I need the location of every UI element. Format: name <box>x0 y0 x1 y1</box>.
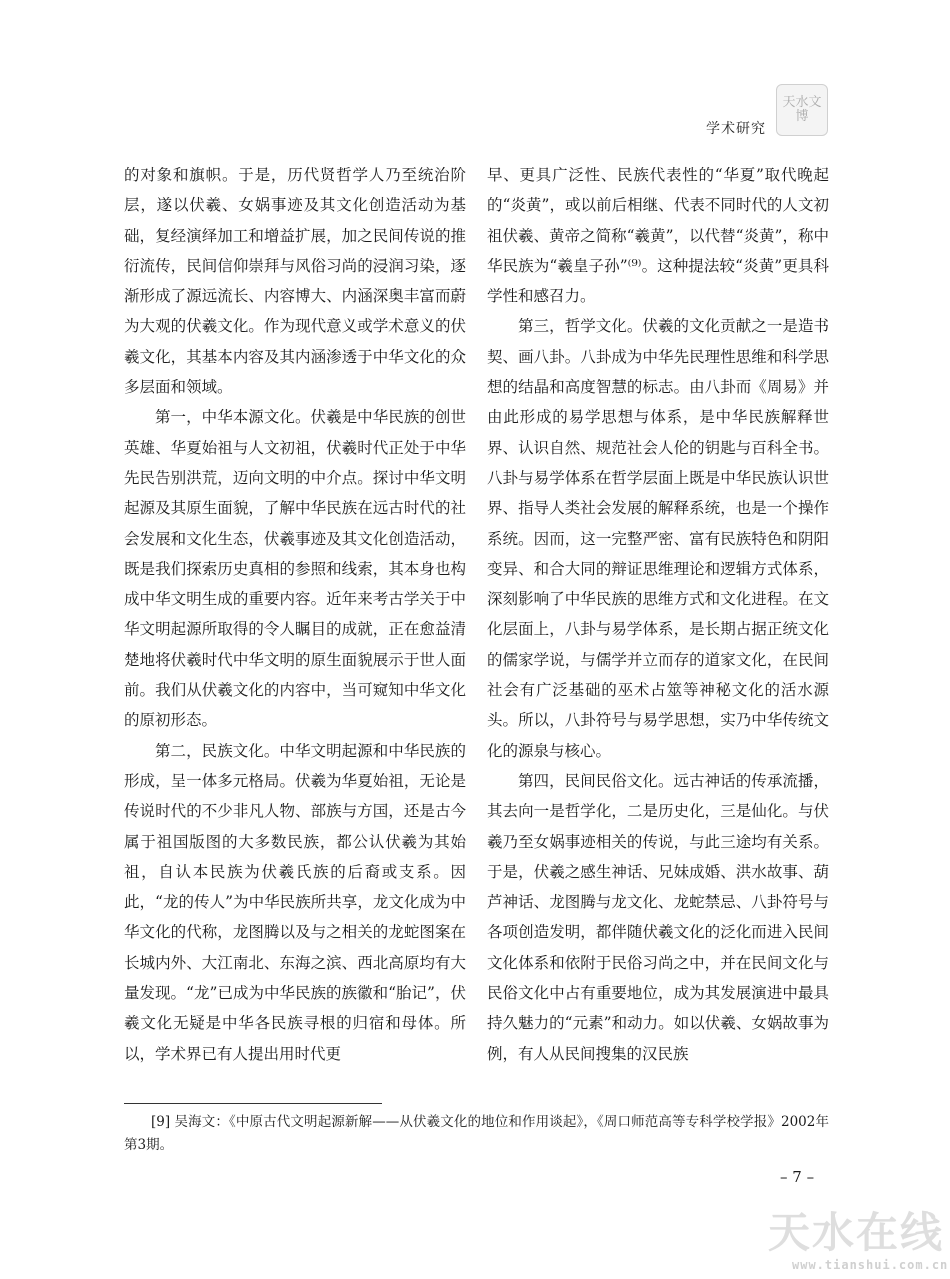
paragraph: 第三，哲学文化。伏羲的文化贡献之一是造书契、画八卦。八卦成为中华先民理性思维和科学思想的结晶和高度智慧的标志。由八卦而《周易》并由此形成的易学思想与体系，是中华民族解释世界、认识自然、规范社会人伦的钥匙与百科全书。八卦与易学体系在哲学层面上既是中华民族认识世界、指导人类社会发展的解释系统，也是一个操作系统。因而，这一完整严密、富有民族特色和阴阳变异、和合大同的辩证思维理论和逻辑方式体系，深刻影响了中华民族的思维方式和文化进程。在文化层面上，八卦与易学体系，是长期占据正统文化的儒家学说，与儒学并立而存的道家文化，在民间社会有广泛基础的巫术占筮等神秘文化的活水源头。所以，八卦符号与易学思想，实乃中华传统文化的源泉与核心。 <box>487 317 829 760</box>
footnote <box>124 1111 829 1157</box>
paragraph: 第四，民间民俗文化。远古神话的传承流播，其去向一是哲学化，二是历史化，三是仙化。与伏羲乃至女娲事迹相关的传说，与此三途均有关系。于是，伏羲之感生神话、兄妹成婚、洪水故事、葫芦神话、龙图腾与龙文化、龙蛇禁忌、八卦符号与各项创造发明，都伴随伏羲文化的泛化而进入民间文化体系和依附于民俗习尚之中，并在民间文化与民俗文化中占有重要地位，成为其发展演进中最具持久魅力的“元素”和动力。如以伏羲、女娲故事为例，有人从民间搜集的汉民族 <box>487 771 829 1063</box>
journal-logo: 天水文博 <box>776 84 828 136</box>
page-number: – 7 – <box>780 1168 815 1186</box>
footnote-divider <box>124 1103 382 1104</box>
footnote-text: [9] 吴海文：《中原古代文明起源新解——从伏羲文化的地位和作用谈起》，《周口师范高等专科学校学报》2002年第3期。 <box>124 1114 829 1153</box>
section-title: 学术研究 <box>706 121 766 137</box>
paragraph: 早、更具广泛性、民族代表性的“华夏”取代晚起的“炎黄”，或以前后相继、代表不同时代的人文初祖伏羲、黄帝之简称“羲黄”，以代替“炎黄”，称中华民族为“羲皇子孙”⁽⁹⁾。这种提法较“炎黄”更具科学性和感召力。 <box>487 166 829 306</box>
paragraph: 的对象和旗帜。于是，历代贤哲学人乃至统治阶层，遂以伏羲、女娲事迹及其文化创造活动为基础，复经演绎加工和增益扩展，加之民间传说的推衍流传，民间信仰崇拜与风俗习尚的浸润习染，逐渐形成了源远流长、内容博大、内涵深奥丰富而蔚为大观的伏羲文化。作为现代意义或学术意义的伏羲文化，其基本内容及其内涵渗透于中华文化的众多层面和领域。 <box>124 166 466 397</box>
paragraph: 第二，民族文化。中华文明起源和中华民族的形成，呈一体多元格局。伏羲为华夏始祖，无论是传说时代的不少非凡人物、部族与方国，还是古今属于祖国版图的大多数民族，都公认伏羲为其始祖，自认本民族为伏羲氏族的后裔或支系。因此，“龙的传人”为中华民族所共享，龙文化成为中华文化的代称，龙图腾以及与之相关的龙蛇图案在长城内外、大江南北、东海之滨、西北高原均有大量发现。“龙”已成为中华民族的族徽和“胎记”，伏羲文化无疑是中华各民族寻根的归宿和母体。所以，学术界已有人提出用时代更 <box>124 741 466 1063</box>
watermark-logo: 天水在线 <box>768 1208 945 1257</box>
watermark-url: www.tianshui.com.cn <box>792 1258 949 1272</box>
left-column <box>124 160 466 1069</box>
paragraph: 第一，中华本源文化。伏羲是中华民族的创世英雄、华夏始祖与人文初祖，伏羲时代正处于中华先民告别洪荒，迈向文明的中介点。探讨中华文明起源及其原生面貌，了解中华民族在远古时代的社会发展和文化生态，伏羲事迹及其文化创造活动，既是我们探索历史真相的参照和线索，其本身也构成中华文明生成的重要内容。近年来考古学关于中华文明起源所取得的令人瞩目的成就，正在愈益清楚地将伏羲时代中华文明的原生面貌展示于世人面前。我们从伏羲文化的内容中，当可窥知中华文化的原初形态。 <box>124 408 466 730</box>
right-column <box>487 160 829 1069</box>
